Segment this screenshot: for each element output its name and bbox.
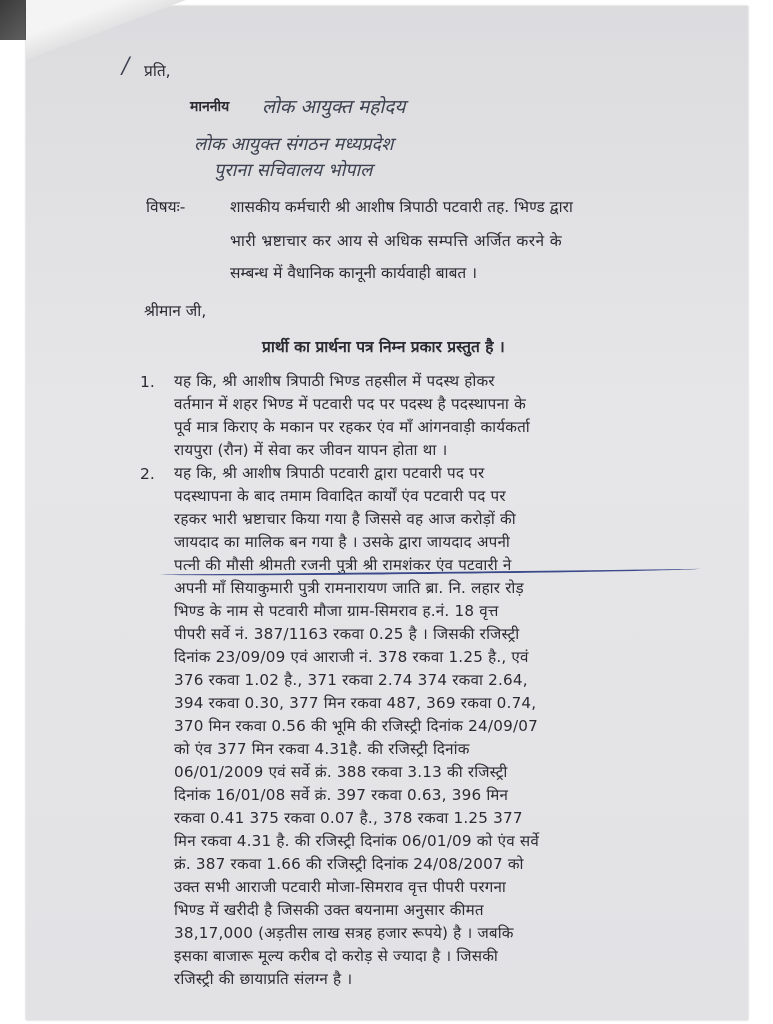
point-1-line: यह कि, श्री आशीष त्रिपाठी भिण्ड तहसील में पदस्थ होकर [174,372,495,390]
addressee-honorific: माननीय [190,99,230,115]
subject-line-3: सम्बन्ध में वैधानिक कानूनी कार्यवाही बाबत । [230,264,478,282]
point-1-line: रायपुरा (रौन) में सेवा कर जीवन यापन होता था । [174,441,448,459]
salutation-to: प्रति, [144,62,171,80]
point-2-line: उक्त सभी आराजी पटवारी मोजा-सिमराव वृत्त पीपरी परगना [174,878,507,896]
point-2-line: भिण्ड के नाम से पटवारी मौजा ग्राम-सिमराव ह.नं. 18 वृत्त [174,602,499,620]
point-2-line: रकवा 0.41 375 रकवा 0.07 है., 378 रकवा 1.25 377 [174,809,523,827]
point-number: 2. [140,465,155,483]
intro-statement: प्रार्थी का प्रार्थना पत्र निम्न प्रकार प्रस्तुत है । [262,338,505,356]
subject-label: विषयः- [146,198,186,216]
addressee-line-3: पुराना सचिवालय भोपाल [214,160,373,181]
point-1-line: पूर्व मात्र किराए के मकान पर रहकर एंव माँ आंगनवाड़ी कार्यकर्ता [174,418,530,436]
point-2-line: भिण्ड में खरीदी है जिसकी उक्त बयनामा अनुसार कीमत [174,901,484,919]
point-2-line: को एंव 377 मिन रकवा 4.31है. की रजिस्ट्री दिनांक [174,740,470,758]
point-2-line: मिन रकवा 4.31 है. की रजिस्ट्री दिनांक 06/01/09 को एंव सर्वे [174,832,539,850]
subject-line-1: शासकीय कर्मचारी श्री आशीष त्रिपाठी पटवारी तह. भिण्ड द्वारा [230,198,573,216]
point-2-line: दिनांक 23/09/09 एवं आराजी नं. 378 रकवा 1.25 है., एवं [174,648,529,666]
subject-line-2: भारी भ्रष्टाचार कर आय से अधिक सम्पत्ति अर्जित करने के [230,232,563,250]
point-2-line: पत्नी की मौसी श्रीमती रजनी पुत्री श्री रामशंकर एंव पटवारी ने [174,556,512,574]
check-mark: / [122,54,130,79]
point-2-line: दिनांक 16/01/08 सर्वे क्रं. 397 रकवा 0.63, 396 मिन [174,786,509,804]
point-2-line: यह कि, श्री आशीष त्रिपाठी पटवारी द्वारा पटवारी पद पर [174,464,485,482]
point-2-line: 370 मिन रकवा 0.56 की भूमि की रजिस्ट्री दिनांक 24/09/07 [174,717,538,735]
point-2-line: जायदाद का मालिक बन गया है । उसके द्वारा जायदाद अपनी [174,533,511,551]
point-2-line: क्रं. 387 रकवा 1.66 की रजिस्ट्री दिनांक 24/08/2007 को [174,855,524,873]
point-2-line: 06/01/2009 एवं सर्वे क्रं. 388 रकवा 3.13 की रजिस्ट्री [174,763,508,781]
point-1-line: वर्तमान में शहर भिण्ड में पटवारी पद पर पदस्थ है पदस्थापना के [174,395,526,413]
point-2-line: रजिस्ट्री की छायाप्रति संलग्न है । [174,970,353,988]
point-2-line: इसका बाजारू मूल्य करीब दो करोड़ से ज्यादा है । जिसकी [174,947,499,965]
point-2-line: 38,17,000 (अड़तीस लाख सत्रह हजार रूपये) है । जबकि [174,924,514,942]
greeting: श्रीमान जी, [144,302,207,320]
point-2-line: 394 रकवा 0.30, 377 मिन रकवा 487, 369 रकवा 0.74, [174,694,537,712]
point-number: 1. [140,373,155,391]
point-2-line: पदस्थापना के बाद तमाम विवादित कार्यों एंव पटवारी पद पर [174,487,506,505]
point-2-line: अपनी माँ सियाकुमारी पुत्री रामनारायण जाति ब्रा. नि. लहार रोड़ [174,579,524,597]
point-2-line: पीपरी सर्वे नं. 387/1163 रकवा 0.25 है । जिसकी रजिस्ट्री [174,625,520,643]
point-2-line: रहकर भारी भ्रष्टाचार किया गया है जिससे वह आज करोड़ों की [174,510,516,528]
addressee-line-1: लोक आयुक्त महोदय [262,96,406,118]
point-2-line: 376 रकवा 1.02 है., 371 रकवा 2.74 374 रकवा 2.64, [174,671,528,689]
addressee-line-2: लोक आयुक्त संगठन मध्यप्रदेश [194,134,394,155]
